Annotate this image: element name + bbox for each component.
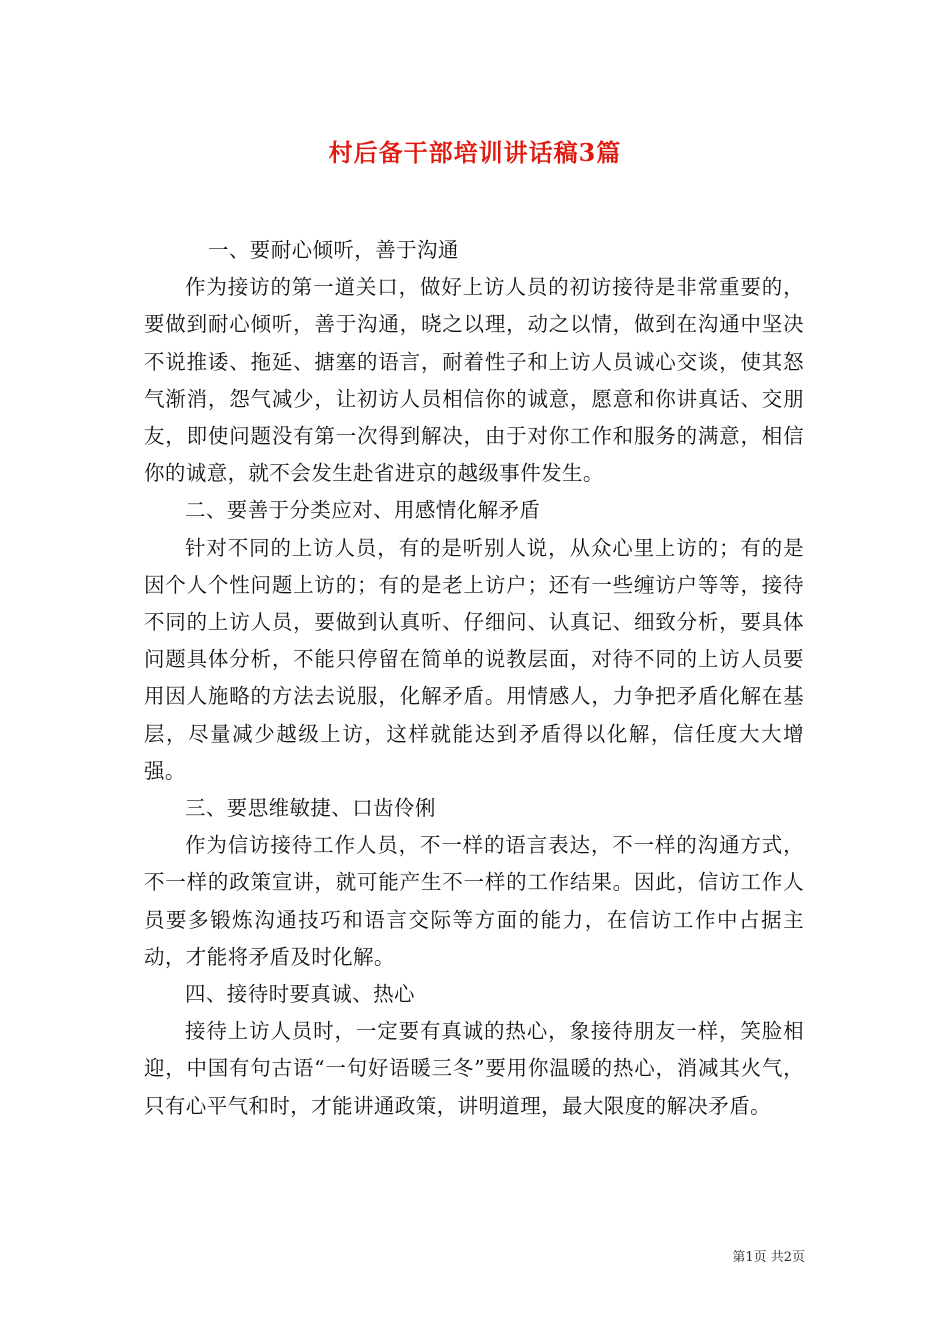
section-paragraph-2: 针对不同的上访人员，有的是听别人说，从众心里上访的；有的是因个人个性问题上访的；有的是老上访户；还有一些缠访户等等，接待不同的上访人员，要做到认真听、仔细问、认真记、细致分析，要具体问题具体分析，不能只停留在简单的说教层面，对待不同的上访人员要用因人施略的方法去说服，化解矛盾。用情感人，力争把矛盾化解在基层，尽量减少越级上访，这样就能达到矛盾得以化解，信任度大大增强。 [144, 535, 804, 783]
document-body [144, 232, 804, 1125]
section-heading-3: 三、要思维敏捷、口齿伶俐 [185, 796, 436, 821]
page-number-footer: 第1页 共2页 [732, 1250, 805, 1265]
section-paragraph-1: 作为接访的第一道关口，做好上访人员的初访接待是非常重要的，要做到耐心倾听，善于沟通，晓之以理，动之以情，做到在沟通中坚决不说推诿、拖延、搪塞的语言，耐着性子和上访人员诚心交谈，使其怒气渐消，怨气减少，让初访人员相信你的诚意，愿意和你讲真话、交朋友，即使问题没有第一次得到解决，由于对你工作和服务的满意，相信你的诚意，就不会发生赴省进京的越级事件发生。 [144, 275, 804, 486]
section-heading-4: 四、接待时要真诚、热心 [185, 982, 415, 1007]
page-title: 村后备干部培训讲话稿3篇 [328, 138, 622, 167]
section-paragraph-4: 接待上访人员时，一定要有真诚的热心，象接待朋友一样，笑脸相迎，中国有句古语“一句好语暖三冬”要用你温暖的热心，消减其火气，只有心平气和时，才能讲通政策，讲明道理，最大限度的解决矛盾。 [144, 1019, 804, 1118]
section-heading-2: 二、要善于分类应对、用感情化解矛盾 [185, 498, 541, 523]
section-heading-1: 一、要耐心倾听，善于沟通 [208, 238, 459, 262]
section-paragraph-3: 作为信访接待工作人员，不一样的语言表达，不一样的沟通方式，不一样的政策宣讲，就可能产生不一样的工作结果。因此，信访工作人员要多锻炼沟通技巧和语言交际等方面的能力，在信访工作中占据主动，才能将矛盾及时化解。 [144, 833, 804, 969]
